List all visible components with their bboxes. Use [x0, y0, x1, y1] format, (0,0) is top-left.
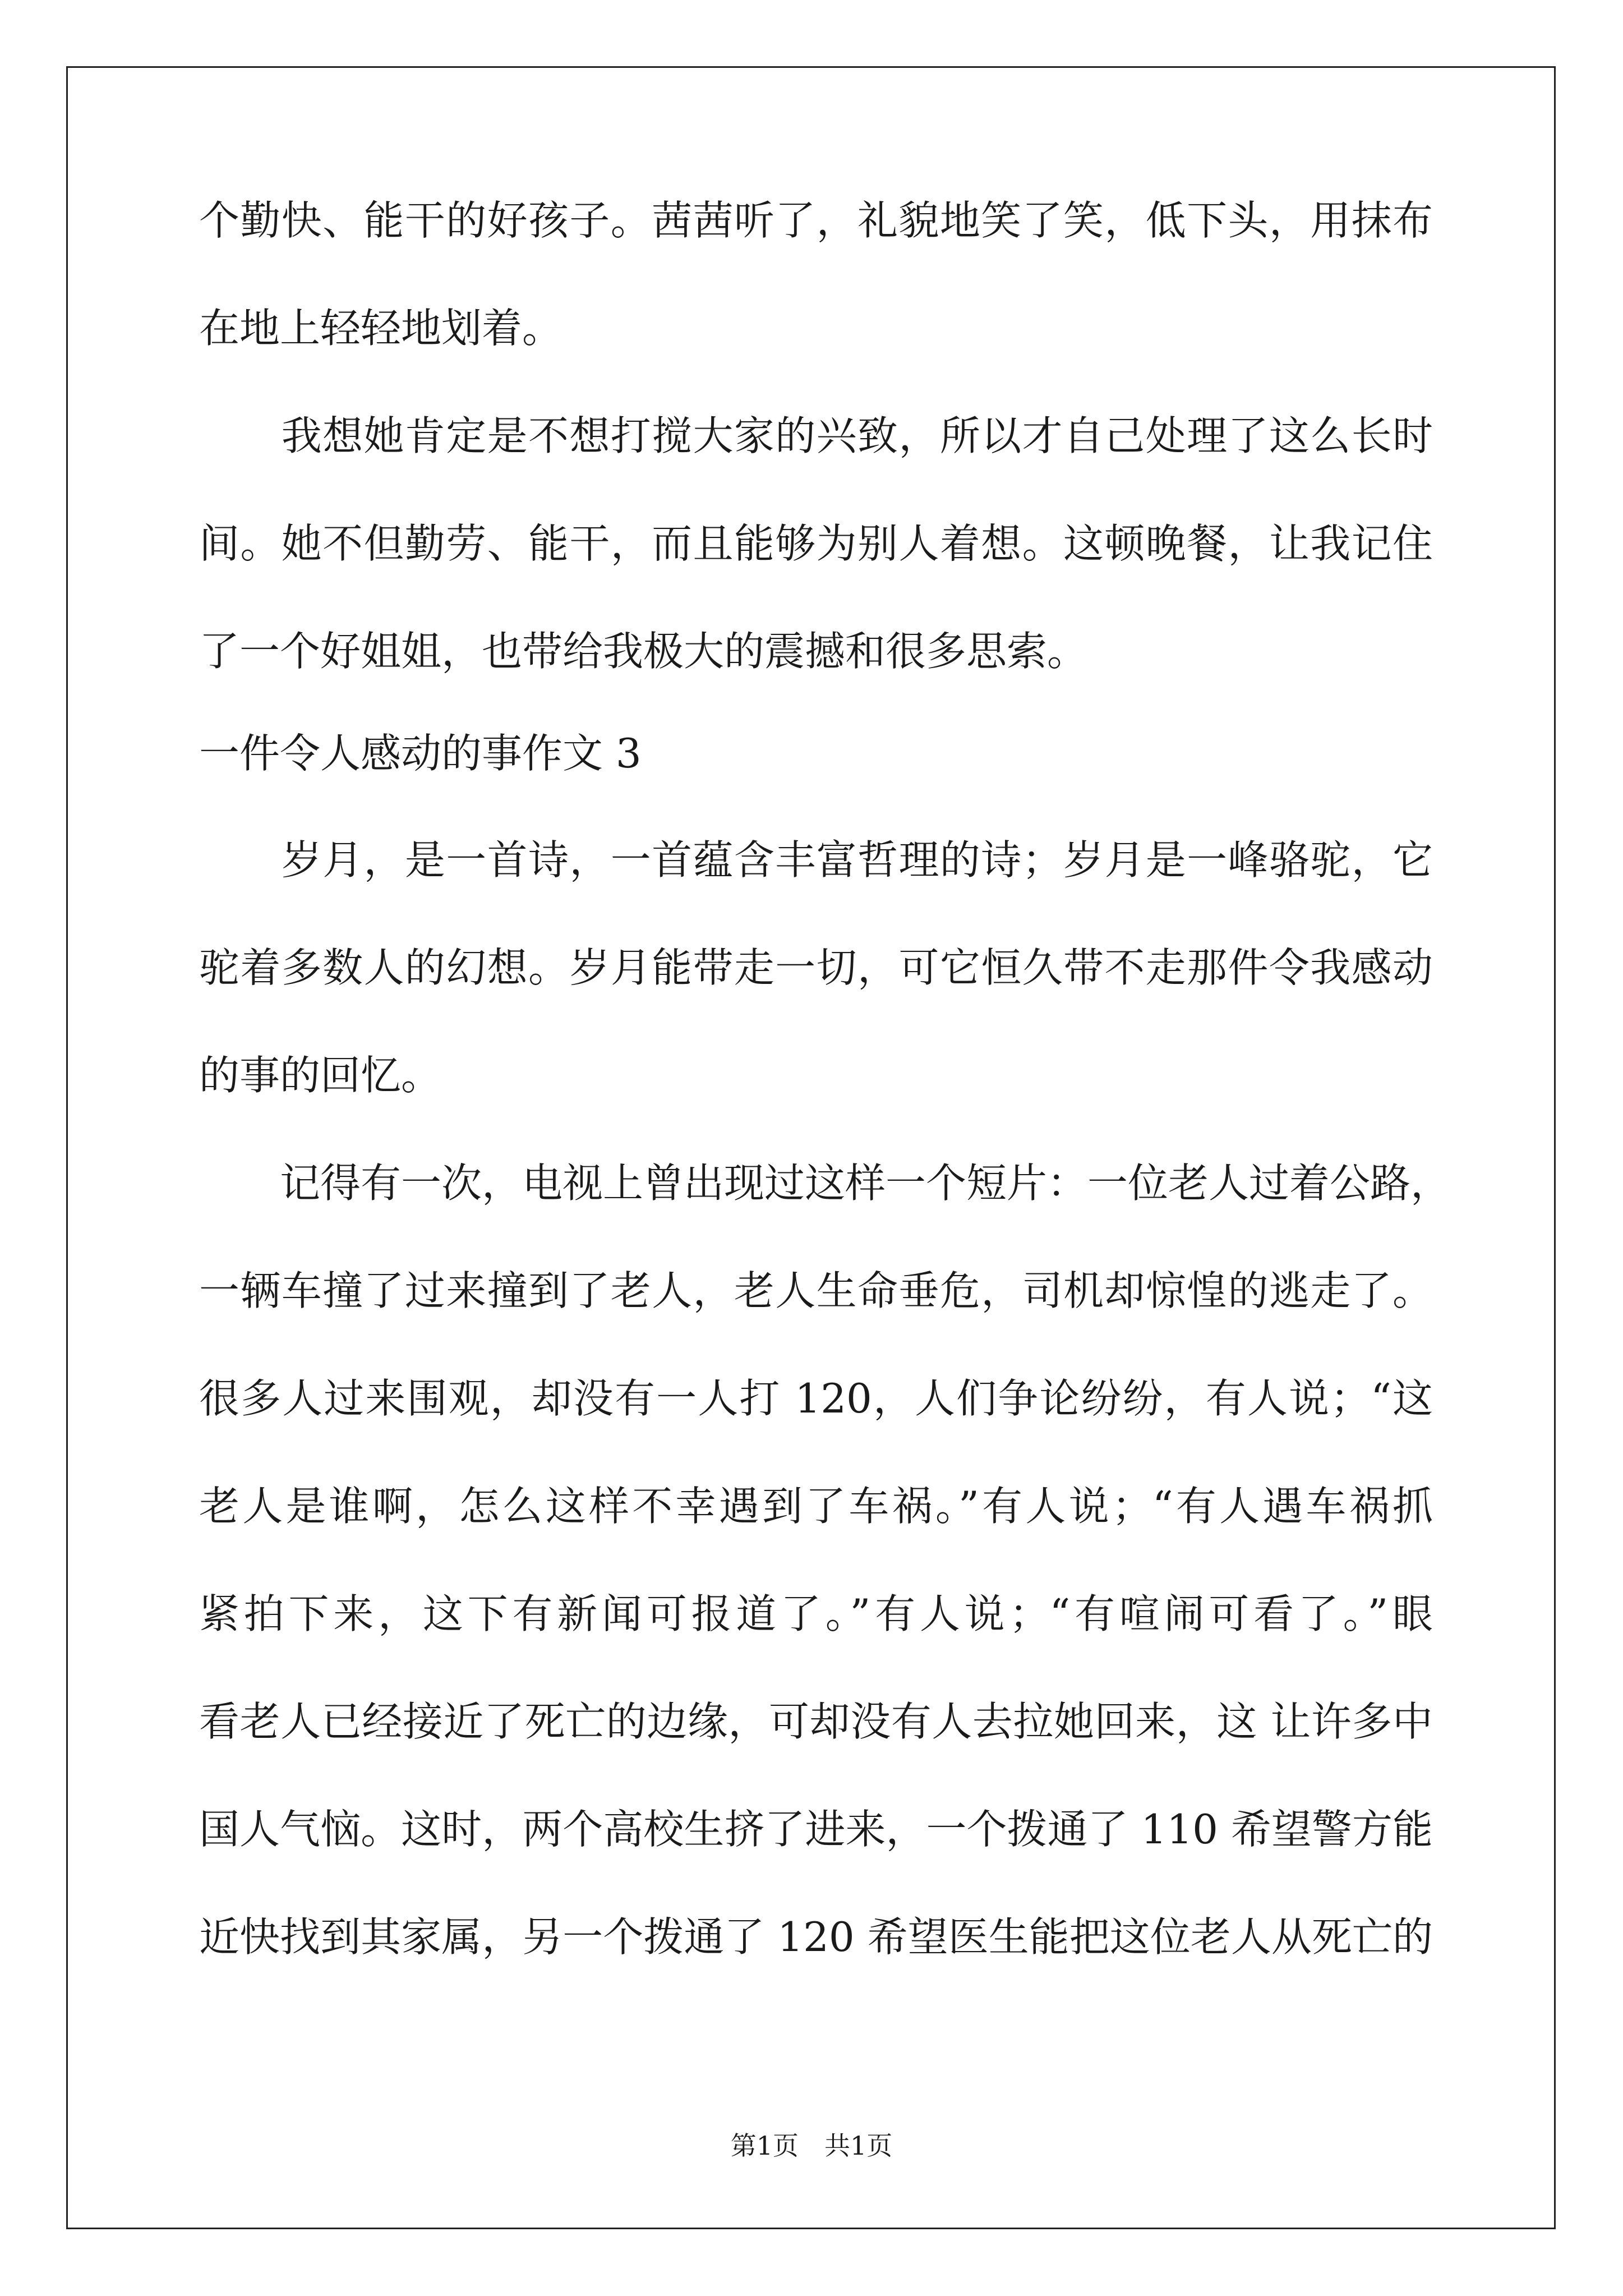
text-line: 近快找到其家属，另一个拨通了 120 希望医生能把这位老人从死亡的 — [199, 1913, 1433, 1961]
text-line: 在地上轻轻地划着。 — [199, 305, 563, 352]
text-line: 我想她肯定是不想打搅大家的兴致，所以才自己处理了这么长时 — [199, 412, 1433, 459]
text-line: 国人气恼。这时，两个高校生挤了进来，一个拨通了 110 希望警方能 — [199, 1806, 1433, 1853]
text-line: 看老人已经接近了死亡的边缘，可却没有人去拉她回来，这 让许多中 — [199, 1698, 1433, 1745]
text-line: 间。她不但勤劳、能干，而且能够为别人着想。这顿晚餐，让我记住 — [199, 520, 1433, 567]
text-line: 老人是谁啊，怎么这样不幸遇到了车祸。”有人说；“有人遇车祸抓 — [199, 1483, 1433, 1530]
text-line: 驼着多数人的幻想。岁月能带走一切，可它恒久带不走那件令我感动 — [199, 944, 1433, 991]
page-footer: 第1页 共1页 — [730, 2131, 893, 2161]
text-line: 很多人过来围观，却没有一人打 120，人们争论纷纷，有人说；“这 — [199, 1375, 1433, 1422]
section-heading: 一件令人感动的事作文 3 — [199, 730, 642, 777]
text-line: 岁月，是一首诗，一首蕴含丰富哲理的诗；岁月是一峰骆驼，它 — [199, 836, 1433, 884]
text-line: 记得有一次，电视上曾出现过这样一个短片：一位老人过着公路， — [199, 1159, 1451, 1207]
page-border — [66, 66, 1556, 2229]
text-line: 一辆车撞了过来撞到了老人，老人生命垂危，司机却惊惶的逃走了。 — [199, 1267, 1433, 1314]
text-line: 了一个好姐姐，也带给我极大的震撼和很多思索。 — [199, 628, 1088, 675]
text-line: 的事的回忆。 — [199, 1052, 442, 1099]
text-line: 个勤快、能干的好孩子。茜茜听了，礼貌地笑了笑，低下头，用抹布 — [199, 197, 1433, 244]
text-line: 紧拍下来，这下有新闻可报道了。”有人说；“有喧闹可看了。”眼 — [199, 1590, 1433, 1637]
